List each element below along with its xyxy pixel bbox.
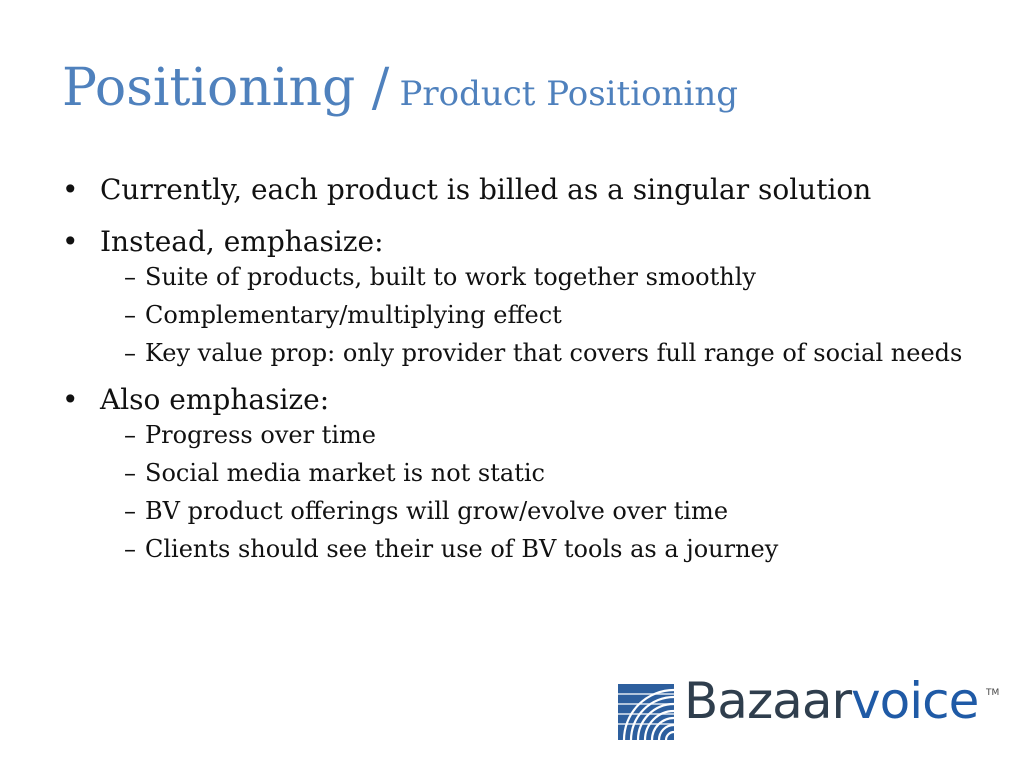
- sub-bullet-marker: –: [124, 339, 136, 367]
- bullet-list: [62, 170, 992, 576]
- sub-bullet-list: [100, 262, 992, 368]
- logo-wordmark-dark: Bazaar: [684, 672, 852, 730]
- bullet-marker: •: [62, 383, 79, 416]
- sub-bullet-text: BV product offerings will grow/evolve over time: [145, 497, 729, 525]
- slide-title: [62, 58, 738, 118]
- sub-bullet-text: Social media market is not static: [145, 459, 545, 487]
- sub-bullet-text: Progress over time: [145, 421, 376, 449]
- sub-bullet-list: [100, 420, 992, 564]
- bullet-item: [62, 170, 992, 210]
- bullet-text: Currently, each product is billed as a singular solution: [100, 173, 872, 206]
- logo-wordmark: [684, 672, 979, 730]
- sub-bullet-item: [100, 458, 992, 488]
- sub-bullet-item: [100, 262, 992, 292]
- sub-bullet-marker: –: [124, 535, 136, 563]
- sub-bullet-marker: –: [124, 421, 136, 449]
- sub-bullet-text: Key value prop: only provider that covers full range of social needs: [145, 339, 963, 367]
- sub-bullet-text: Complementary/multiplying effect: [145, 301, 562, 329]
- bullet-text: Instead, emphasize:: [100, 225, 384, 258]
- bullet-marker: •: [62, 225, 79, 258]
- bazaarvoice-logo-icon: [618, 684, 674, 740]
- sub-bullet-item: [100, 420, 992, 450]
- bazaarvoice-logo: [618, 672, 1003, 742]
- sub-bullet-marker: –: [124, 459, 136, 487]
- bullet-text: Also emphasize:: [100, 383, 330, 416]
- sub-bullet-marker: –: [124, 497, 136, 525]
- bullet-item: [62, 380, 992, 564]
- sub-bullet-text: Clients should see their use of BV tools as a journey: [145, 535, 779, 563]
- sub-bullet-item: [100, 300, 992, 330]
- sub-bullet-marker: –: [124, 263, 136, 291]
- bullet-marker: •: [62, 173, 79, 206]
- sub-bullet-item: [100, 534, 992, 564]
- title-main: Positioning /: [62, 58, 390, 118]
- trademark-symbol: TM: [986, 688, 1000, 698]
- logo-wordmark-blue: voice: [851, 672, 979, 730]
- sub-bullet-item: [100, 338, 992, 368]
- title-sub: Product Positioning: [399, 74, 738, 114]
- sub-bullet-marker: –: [124, 301, 136, 329]
- bullet-item: [62, 222, 992, 368]
- sub-bullet-item: [100, 496, 992, 526]
- sub-bullet-text: Suite of products, built to work together smoothly: [145, 263, 756, 291]
